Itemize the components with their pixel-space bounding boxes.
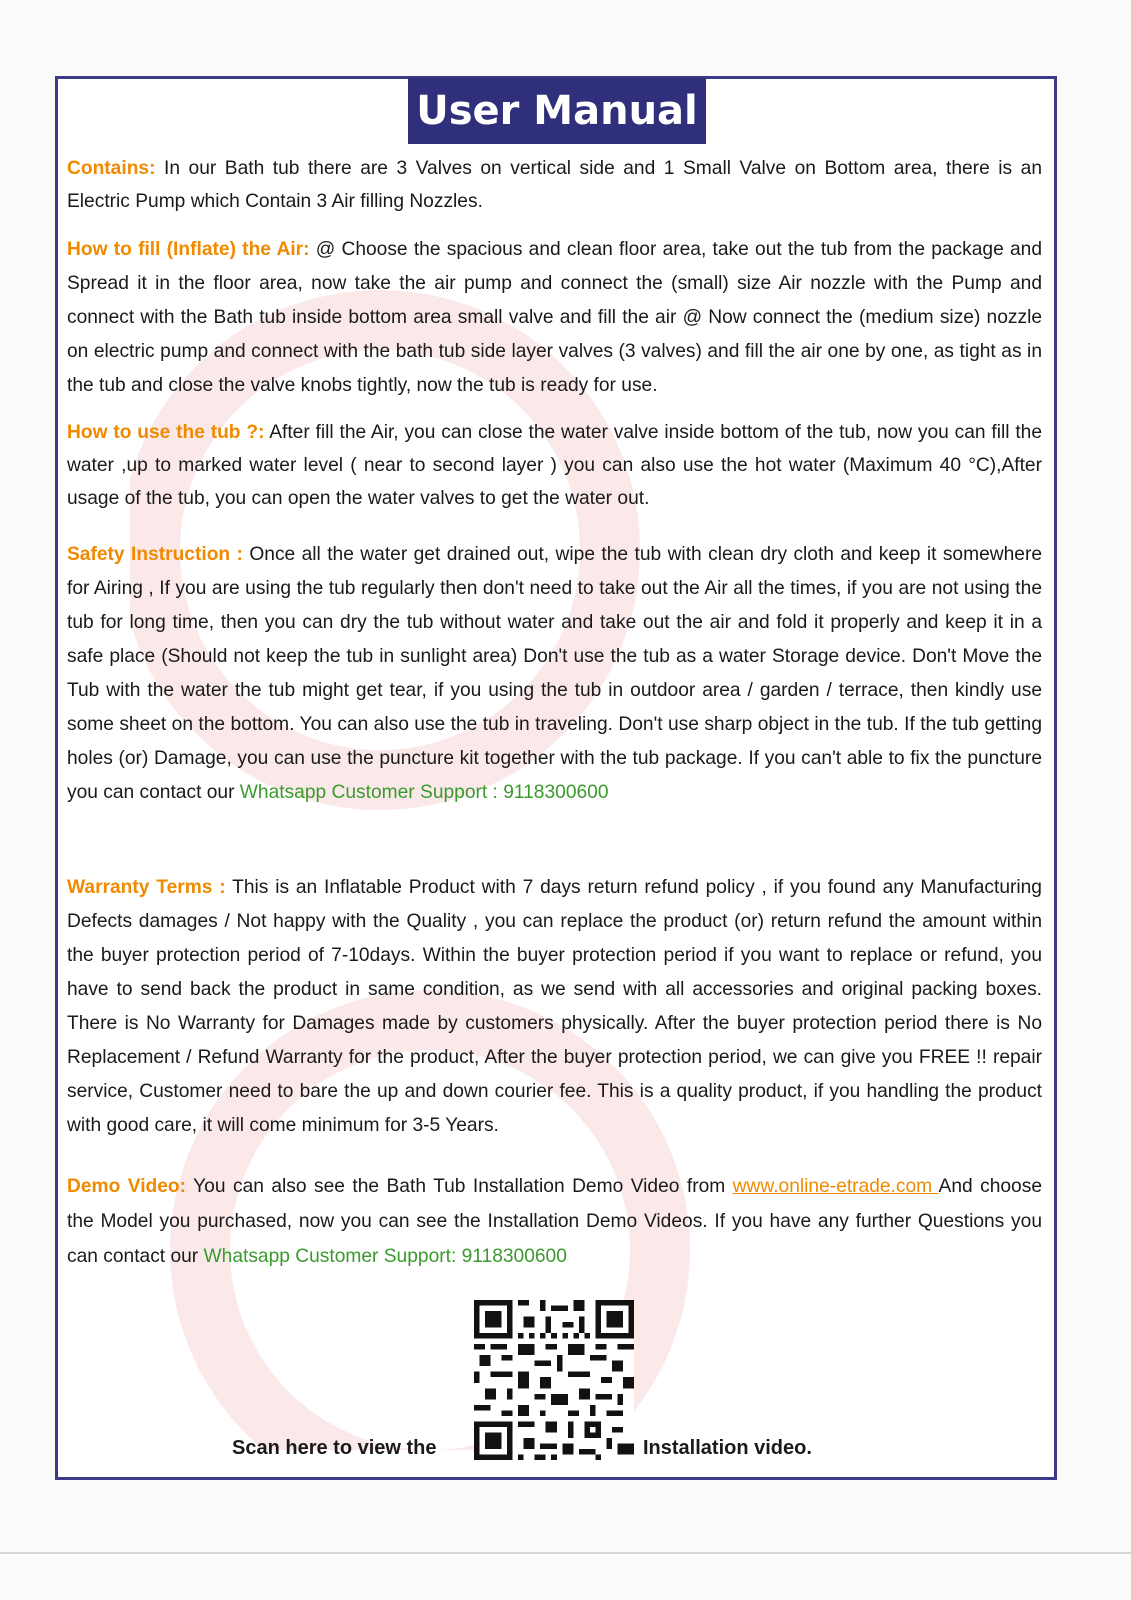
- use-section: [67, 416, 1042, 515]
- inflate-heading: How to fill (Inflate) the Air:: [67, 239, 310, 260]
- demo-text-before: You can also see the Bath Tub Installation Demo Video from: [186, 1176, 733, 1197]
- contains-heading: Contains:: [67, 158, 156, 179]
- page-title: User Manual: [408, 78, 706, 144]
- inflate-text: @ Choose the spacious and clean floor area, take out the tub from the package and Spread it in the floor area, now take the air pump and connect the (small) size Air nozzle with the Pump and connect with the Bath tub inside bottom area small valve and fill the air @ Now connect the (medium size) nozzle on electric pump and connect with the bath tub side layer valves (3 valves) and fill the air one by one, as tight as in the tub and close the valve knobs tightly, now the tub is ready for use.: [67, 239, 1042, 396]
- use-text: After fill the Air, you can close the water valve inside bottom of the tub, now you can fill the water ,up to marked water level ( near to second layer ) you can also use the hot water (Maximum 40 °C),After usage of the tub, you can open the water valves to get the water out.: [67, 422, 1043, 509]
- contains-text: In our Bath tub there are 3 Valves on vertical side and 1 Small Valve on Bottom area, there is an Electric Pump which Contain 3 Air filling Nozzles.: [67, 158, 1042, 212]
- warranty-section: [67, 871, 1042, 1143]
- safety-heading: Safety Instruction :: [67, 544, 243, 565]
- warranty-heading: Warranty Terms :: [67, 877, 226, 898]
- warranty-text: This is an Inflatable Product with 7 days return refund policy , if you found any Manufacturing Defects damages / Not happy with the Quality , you can replace the product (or) return refund the amount within the buyer protection period of 7-10days. Within the buyer protection period if you want to replace or refund, you have to send back the product in same condition, as we send with all accessories and original packing boxes. There is No Warranty for Damages made by customers physically. After the buyer protection period there is No Replacement / Refund Warranty for the product, After the buyer protection period, we can give you FREE !! repair service, Customer need to bare the up and down courier fee. This is a quality product, if you handling the product with good care, it will come minimum for 3-5 Years.: [67, 877, 1042, 1136]
- demo-text-after: And choose the Model you purchased, now you can see the Installation Demo Videos. If you have any further Questions you can contact our: [67, 1176, 1042, 1267]
- page-bottom-divider: [0, 1552, 1131, 1554]
- demo-section: [67, 1169, 1042, 1274]
- inflate-section: [67, 233, 1042, 403]
- demo-website-link[interactable]: www.online-etrade.com: [732, 1176, 939, 1197]
- scan-caption-right: Installation video.: [643, 1437, 812, 1459]
- safety-support-contact: Whatsapp Customer Support : 9118300600: [239, 782, 609, 803]
- safety-text: Once all the water get drained out, wipe the tub with clean dry cloth and keep it somewhere for Airing , If you are using the tub regularly then don't need to take out the Air all the times, if you are not using the tub for long time, then you can dry the tub without water and take out the air and fold it properly and keep it in a safe place (Should not keep the tub in sunlight area) Don't use the tub as a water Storage device. Don't Move the Tub with the water the tub might get tear, if you using the tub in outdoor area / garden / terrace, then kindly use some sheet on the bottom. You can also use the tub in traveling. Don't use sharp object in the tub. If the tub getting holes (or) Damage, you can use the puncture kit together with the tub package. If you can't able to fix the puncture you can contact our: [67, 544, 1042, 803]
- qr-code-icon[interactable]: [474, 1300, 634, 1460]
- demo-heading: Demo Video:: [67, 1176, 187, 1197]
- use-heading: How to use the tub ?:: [67, 422, 265, 443]
- contains-section: [67, 152, 1042, 218]
- demo-support-contact: Whatsapp Customer Support: 9118300600: [203, 1246, 567, 1267]
- scan-caption-left: Scan here to view the: [232, 1437, 437, 1459]
- safety-section: [67, 538, 1042, 810]
